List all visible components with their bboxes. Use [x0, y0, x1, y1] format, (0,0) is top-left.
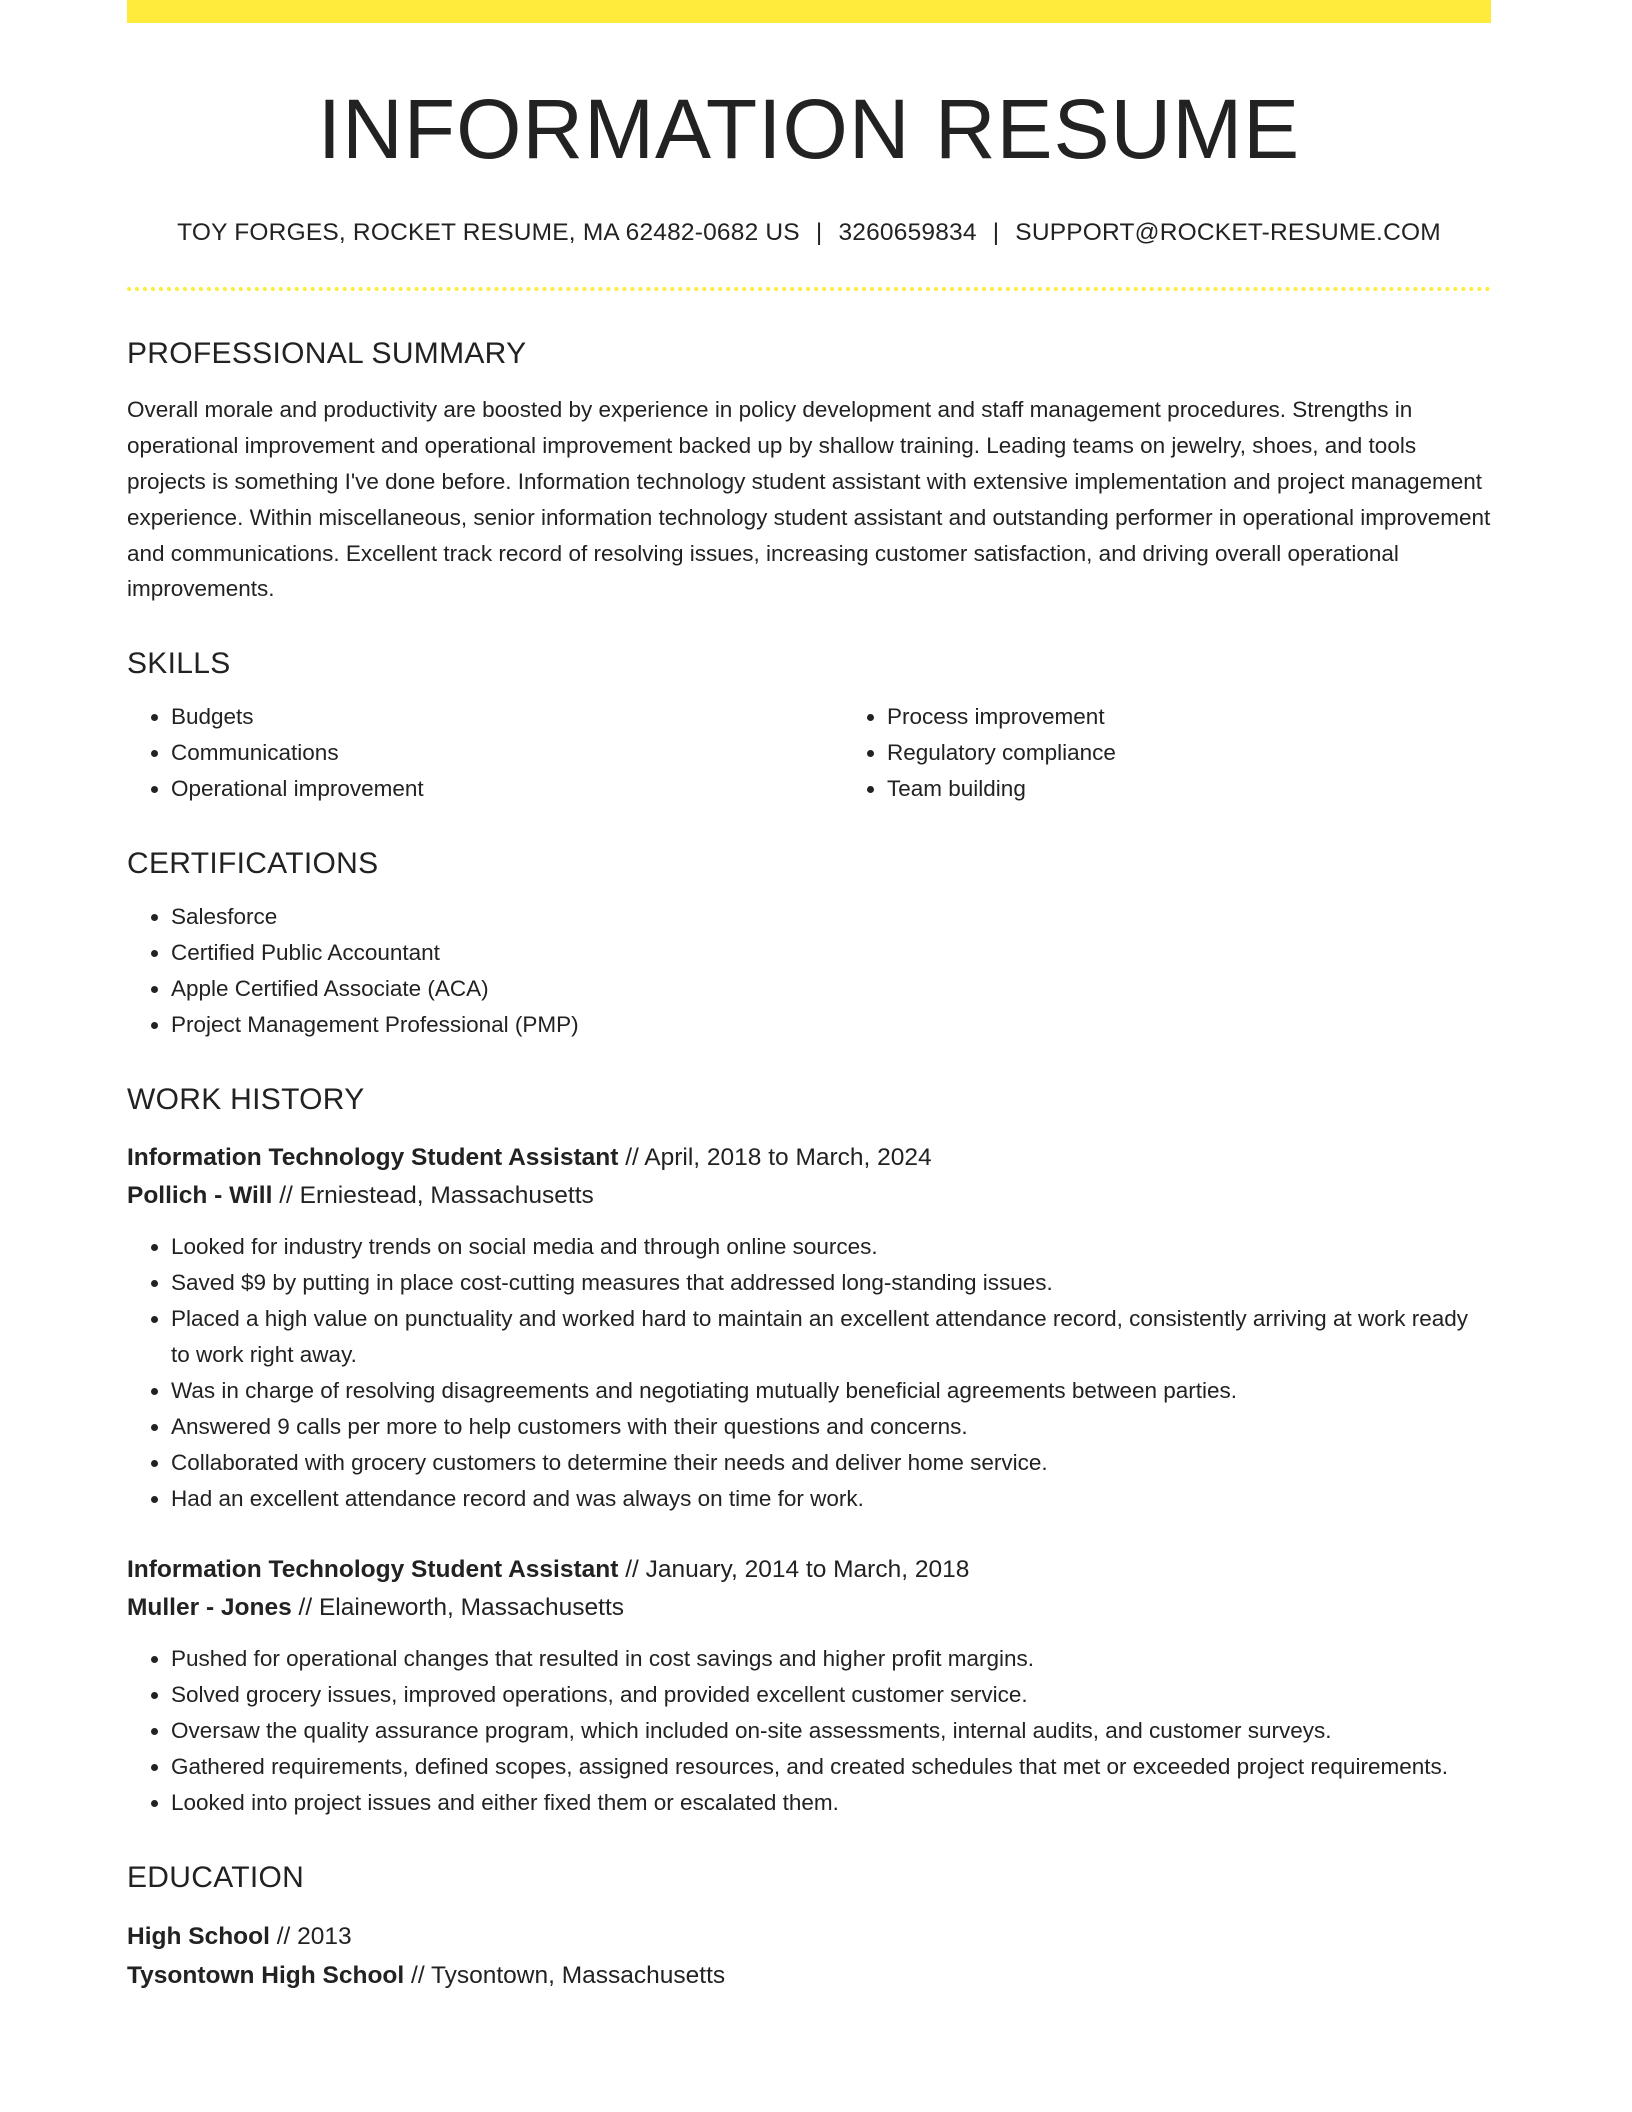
job-company: Muller - Jones: [127, 1594, 292, 1622]
summary-section: [127, 337, 1491, 607]
education-school: Tysontown High School: [127, 1962, 405, 1990]
education-entry: [127, 1917, 1491, 1995]
job-bullet: • Looked into project issues and either fixed them or escalated them.: [171, 1785, 1491, 1821]
certification-item: • Apple Certified Associate (ACA): [171, 971, 1491, 1007]
job-bullet: • Looked for industry trends on social media and through online sources.: [171, 1229, 1491, 1265]
contact-separator: |: [815, 219, 823, 247]
certifications-list: [127, 899, 1491, 1043]
job-bullet: • Solved grocery issues, improved operations, and provided excellent customer service.: [171, 1677, 1491, 1713]
job-company-line: [127, 1177, 1491, 1215]
job-dates: // January, 2014 to March, 2018: [625, 1556, 970, 1584]
skills-heading: SKILLS: [127, 647, 231, 681]
job-entry: [127, 1139, 1491, 1517]
skill-item: • Communications: [171, 735, 843, 771]
job-title: Information Technology Student Assistant: [127, 1556, 619, 1584]
job-location: // Erniestead, Massachusetts: [279, 1182, 594, 1210]
education-degree-line: [127, 1917, 1491, 1956]
job-bullet: • Was in charge of resolving disagreements and negotiating mutually beneficial agreements between parties.: [171, 1373, 1491, 1409]
education-school-line: [127, 1956, 1491, 1995]
skill-item: • Regulatory compliance: [887, 735, 1559, 771]
resume-page: [127, 0, 1491, 1995]
job-bullet: • Collaborated with grocery customers to determine their needs and deliver home service.: [171, 1445, 1491, 1481]
job-title-line: [127, 1551, 1491, 1589]
certifications-heading: CERTIFICATIONS: [127, 847, 379, 881]
job-company: Pollich - Will: [127, 1182, 273, 1210]
skill-item: • Team building: [887, 771, 1559, 807]
skill-item: • Process improvement: [887, 699, 1559, 735]
certifications-section: [127, 847, 1491, 1043]
job-bullets: [127, 1641, 1491, 1821]
job-company-line: [127, 1589, 1491, 1627]
job-title-line: [127, 1139, 1491, 1177]
skills-section: [127, 647, 1491, 807]
work-history-section: [127, 1083, 1491, 1821]
skills-list-right: [843, 699, 1559, 807]
summary-heading: PROFESSIONAL SUMMARY: [127, 337, 527, 371]
job-bullet: • Saved $9 by putting in place cost-cutting measures that addressed long-standing issues.: [171, 1265, 1491, 1301]
job-dates: // April, 2018 to March, 2024: [625, 1144, 932, 1172]
resume-title: INFORMATION RESUME: [317, 82, 1301, 176]
contact-line: [127, 219, 1491, 247]
skill-item: • Operational improvement: [171, 771, 843, 807]
contact-address: TOY FORGES, ROCKET RESUME, MA 62482-0682 US: [177, 219, 800, 247]
job-bullet: • Had an excellent attendance record and was always on time for work.: [171, 1481, 1491, 1517]
job-location: // Elaineworth, Massachusetts: [298, 1594, 624, 1622]
skill-item: • Budgets: [171, 699, 843, 735]
job-bullet: • Oversaw the quality assurance program, which included on-site assessments, internal audits, and customer surveys.: [171, 1713, 1491, 1749]
contact-separator: |: [992, 219, 1000, 247]
education-degree: High School: [127, 1923, 270, 1951]
dotted-divider: [127, 287, 1491, 291]
skills-columns: [127, 681, 1491, 807]
contact-phone: 3260659834: [838, 219, 977, 247]
job-entry: [127, 1551, 1491, 1821]
certification-item: • Project Management Professional (PMP): [171, 1007, 1491, 1043]
job-title: Information Technology Student Assistant: [127, 1144, 619, 1172]
work-history-heading: WORK HISTORY: [127, 1083, 365, 1117]
job-bullet: • Placed a high value on punctuality and worked hard to maintain an excellent attendance record, consistently arriving at work ready to work right away.: [171, 1301, 1491, 1373]
certification-item: • Salesforce: [171, 899, 1491, 935]
job-bullet: • Pushed for operational changes that resulted in cost savings and higher profit margins.: [171, 1641, 1491, 1677]
job-bullet: • Gathered requirements, defined scopes, assigned resources, and created schedules that met or exceeded project requirements.: [171, 1749, 1491, 1785]
certification-item: • Certified Public Accountant: [171, 935, 1491, 971]
summary-text: Overall morale and productivity are boosted by experience in policy development and staff management procedures. Strengths in operational improvement and operational improvement backed up by shallow training. Leading teams on jewelry, shoes, and tools projects is something I've done before. Information technology student assistant with extensive implementation and project management experience. Within miscellaneous, senior information technology student assistant and outstanding performer in operational improvement and communications. Excellent track record of resolving issues, increasing customer satisfaction, and driving overall operational improvements.: [127, 397, 1491, 602]
education-section: [127, 1861, 1491, 1995]
contact-email: SUPPORT@ROCKET-RESUME.COM: [1015, 219, 1441, 247]
education-heading: EDUCATION: [127, 1861, 305, 1895]
job-bullet: • Answered 9 calls per more to help customers with their questions and concerns.: [171, 1409, 1491, 1445]
accent-top-bar: [127, 0, 1491, 23]
education-year: // 2013: [276, 1923, 352, 1951]
education-location: // Tysontown, Massachusetts: [411, 1962, 726, 1990]
skills-list-left: [127, 699, 843, 807]
job-bullets: [127, 1229, 1491, 1517]
